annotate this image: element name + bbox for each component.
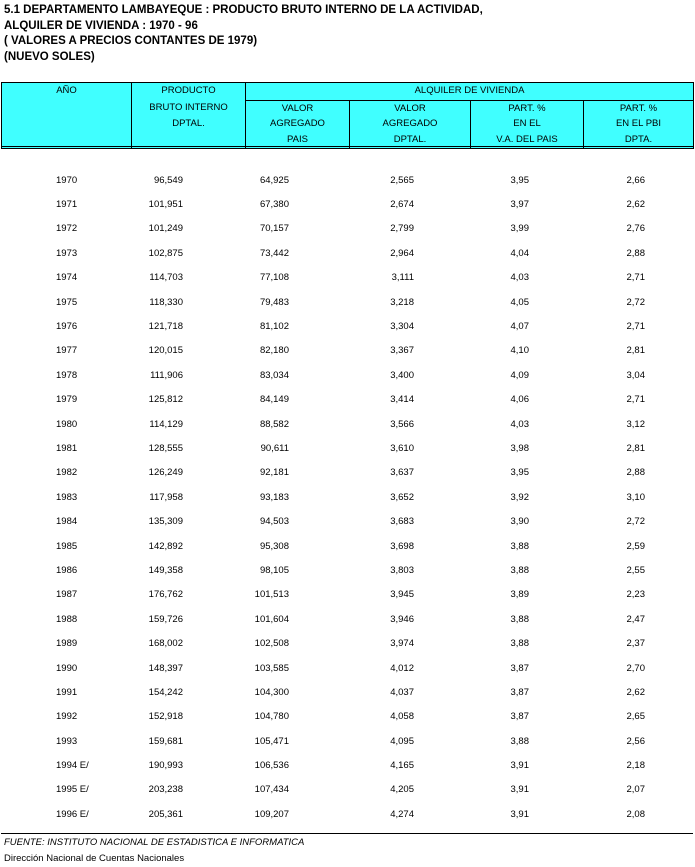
cell-part-va: 3,87 <box>510 686 529 698</box>
cell-part-va: 3,95 <box>510 174 529 186</box>
table-row <box>1 583 693 607</box>
cell-part-pbi: 2,71 <box>626 272 645 284</box>
cell-part-pbi: 2,18 <box>626 760 645 772</box>
cell-va-pais: 73,442 <box>259 247 289 259</box>
cell-part-pbi: 3,04 <box>626 369 645 381</box>
data-table <box>1 168 693 827</box>
cell-va-dptal: 3,698 <box>390 540 414 552</box>
cell-va-pais: 103,585 <box>254 662 289 674</box>
cell-va-pais: 102,508 <box>254 638 289 650</box>
cell-va-pais: 94,503 <box>259 516 289 528</box>
cell-va-pais: 70,157 <box>259 223 289 235</box>
cell-va-dptal: 3,946 <box>390 613 414 625</box>
cell-va-dptal: 3,945 <box>390 589 414 601</box>
table-row <box>1 192 693 216</box>
cell-year: 1981 <box>56 442 78 454</box>
title-line-1: 5.1 DEPARTAMENTO LAMBAYEQUE : PRODUCTO BRUTO INTERNO DE LA ACTIVIDAD, <box>4 4 483 16</box>
table-row <box>1 558 693 582</box>
cell-pbi-dptal: 114,129 <box>149 418 183 430</box>
cell-va-pais: 101,513 <box>254 589 289 601</box>
cell-year: 1979 <box>56 394 78 406</box>
title-line-3: ( VALORES A PRECIOS CONTANTES DE 1979) <box>4 35 258 47</box>
header-pbi-line-1: PRODUCTO <box>161 85 216 96</box>
source-note: FUENTE: INSTITUTO NACIONAL DE ESTADISTICA E INFORMATICA <box>4 837 305 848</box>
cell-va-dptal: 4,058 <box>390 711 414 723</box>
table-row <box>1 509 693 533</box>
cell-year: 1970 <box>56 174 78 186</box>
cell-va-pais: 93,183 <box>259 491 289 503</box>
cell-part-pbi: 2,81 <box>626 442 645 454</box>
cell-va-pais: 106,536 <box>254 760 289 772</box>
cell-pbi-dptal: 205,361 <box>148 808 183 820</box>
header-year-label: AÑO <box>56 85 77 96</box>
cell-va-pais: 81,102 <box>259 321 289 333</box>
source-note-2: Dirección Nacional de Cuentas Nacionales <box>4 853 185 864</box>
cell-va-dptal: 2,964 <box>390 247 414 259</box>
cell-pbi-dptal: 118,330 <box>149 296 183 308</box>
cell-year: 1993 <box>56 735 78 747</box>
header-part-pbi <box>584 100 694 148</box>
cell-va-dptal: 3,414 <box>390 394 414 406</box>
cell-pbi-dptal: 117,958 <box>149 491 183 503</box>
cell-va-pais: 77,108 <box>259 272 289 284</box>
cell-va-dptal: 3,111 <box>391 272 414 284</box>
header-va-pais-line-2: AGREGADO <box>270 118 325 130</box>
table-row <box>1 412 693 436</box>
cell-va-dptal: 3,218 <box>390 296 414 308</box>
cell-pbi-dptal: 102,875 <box>148 247 183 259</box>
table-row <box>1 729 693 753</box>
cell-pbi-dptal: 152,918 <box>148 711 183 723</box>
cell-year: 1985 <box>56 540 78 552</box>
cell-va-dptal: 4,274 <box>390 808 414 820</box>
cell-va-pais: 98,105 <box>259 564 289 576</box>
cell-year: 1983 <box>56 491 78 503</box>
cell-year: 1973 <box>56 247 78 259</box>
cell-va-dptal: 2,799 <box>390 223 414 235</box>
cell-pbi-dptal: 101,951 <box>148 199 183 211</box>
cell-pbi-dptal: 159,681 <box>148 735 183 747</box>
cell-part-va: 4,03 <box>510 272 529 284</box>
cell-part-va: 3,91 <box>510 808 529 820</box>
cell-va-dptal: 3,683 <box>390 516 414 528</box>
cell-part-va: 4,10 <box>510 345 529 357</box>
cell-pbi-dptal: 96,549 <box>153 174 183 186</box>
cell-part-pbi: 2,07 <box>626 784 645 796</box>
data-table-body <box>1 168 693 827</box>
document-title <box>4 3 483 65</box>
cell-va-dptal: 3,652 <box>390 491 414 503</box>
cell-part-pbi: 2,71 <box>626 321 645 333</box>
table-row <box>1 266 693 290</box>
header-pbi-line-3: DPTAL. <box>172 118 205 129</box>
table-row <box>1 778 693 802</box>
cell-va-pais: 64,925 <box>259 174 289 186</box>
cell-year: 1978 <box>56 369 78 381</box>
cell-year: 1988 <box>56 613 78 625</box>
cell-year: 1980 <box>56 418 78 430</box>
table-row <box>1 631 693 655</box>
cell-va-pais: 105,471 <box>254 735 289 747</box>
cell-year: 1984 <box>56 516 78 528</box>
cell-pbi-dptal: 111,906 <box>150 369 183 381</box>
cell-part-va: 4,03 <box>510 418 529 430</box>
header-va-dptal-line-3: DPTAL. <box>393 134 427 146</box>
cell-part-pbi: 2,37 <box>626 638 645 650</box>
cell-part-va: 3,90 <box>510 516 529 528</box>
cell-va-pais: 107,434 <box>254 784 289 796</box>
cell-va-dptal: 3,367 <box>390 345 414 357</box>
cell-part-va: 3,88 <box>510 564 529 576</box>
cell-part-va: 4,05 <box>510 296 529 308</box>
header-part-va-line-2: EN EL <box>513 118 541 130</box>
cell-va-pais: 92,181 <box>259 467 289 479</box>
table-row <box>1 388 693 412</box>
table-row <box>1 339 693 363</box>
cell-va-dptal: 4,205 <box>390 784 414 796</box>
cell-year: 1977 <box>56 345 78 357</box>
cell-va-pais: 84,149 <box>259 394 289 406</box>
cell-va-pais: 101,604 <box>254 613 289 625</box>
header-bottom-rule <box>1 146 693 147</box>
table-row <box>1 436 693 460</box>
cell-part-pbi: 2,88 <box>626 247 645 259</box>
cell-part-pbi: 2,55 <box>626 564 645 576</box>
cell-pbi-dptal: 121,718 <box>148 321 183 333</box>
cell-part-va: 3,91 <box>510 760 529 772</box>
cell-part-pbi: 2,23 <box>626 589 645 601</box>
cell-part-va: 3,87 <box>510 662 529 674</box>
cell-year: 1991 <box>56 686 78 698</box>
header-year <box>2 83 132 149</box>
cell-va-pais: 90,611 <box>260 442 289 454</box>
cell-pbi-dptal: 101,249 <box>148 223 183 235</box>
cell-va-pais: 67,380 <box>259 199 289 211</box>
header-pbi-line-2: BRUTO INTERNO <box>149 101 228 113</box>
cell-pbi-dptal: 190,993 <box>148 760 183 772</box>
cell-year: 1989 <box>56 638 78 650</box>
table-row <box>1 314 693 338</box>
cell-pbi-dptal: 125,812 <box>148 394 183 406</box>
cell-pbi-dptal: 128,555 <box>148 442 183 454</box>
cell-part-pbi: 2,70 <box>626 662 645 674</box>
cell-year: 1982 <box>56 467 78 479</box>
cell-va-dptal: 3,400 <box>390 369 414 381</box>
cell-va-dptal: 3,610 <box>390 442 414 454</box>
cell-va-dptal: 3,637 <box>390 467 414 479</box>
footer-rule <box>1 833 693 834</box>
title-line-2: ALQUILER DE VIVIENDA : 1970 - 96 <box>4 19 198 32</box>
header-group-label: ALQUILER DE VIVIENDA <box>414 85 525 96</box>
cell-part-va: 3,95 <box>510 467 529 479</box>
cell-va-dptal: 3,304 <box>390 321 414 333</box>
table-row <box>1 217 693 241</box>
header-va-pais-line-3: PAIS <box>287 134 308 146</box>
table-row <box>1 168 693 192</box>
cell-year: 1971 <box>56 199 78 211</box>
cell-pbi-dptal: 154,242 <box>148 686 183 698</box>
cell-part-va: 4,07 <box>510 321 529 333</box>
cell-va-dptal: 3,803 <box>390 564 414 576</box>
table-row <box>1 241 693 265</box>
cell-part-va: 3,88 <box>510 540 529 552</box>
table-row <box>1 705 693 729</box>
cell-va-pais: 88,582 <box>259 418 289 430</box>
header-va-dptal <box>350 100 471 148</box>
cell-year: 1986 <box>56 564 78 576</box>
cell-part-pbi: 2,81 <box>626 345 645 357</box>
table-header <box>1 82 694 149</box>
cell-va-dptal: 4,037 <box>390 686 414 698</box>
header-va-pais <box>246 100 350 148</box>
cell-part-va: 3,98 <box>510 442 529 454</box>
table-row <box>1 680 693 704</box>
cell-pbi-dptal: 149,358 <box>148 564 183 576</box>
header-part-va-line-3: V.A. DEL PAIS <box>496 134 558 146</box>
cell-part-pbi: 2,59 <box>626 540 645 552</box>
table-row <box>1 534 693 558</box>
cell-part-va: 3,88 <box>510 638 529 650</box>
cell-pbi-dptal: 203,238 <box>148 784 183 796</box>
cell-part-va: 3,92 <box>510 491 529 503</box>
table-row <box>1 485 693 509</box>
cell-part-pbi: 2,72 <box>626 296 645 308</box>
cell-pbi-dptal: 120,015 <box>148 345 183 357</box>
cell-va-pais: 83,034 <box>259 369 289 381</box>
cell-part-pbi: 2,56 <box>626 735 645 747</box>
cell-part-pbi: 2,76 <box>626 223 645 235</box>
cell-year: 1974 <box>56 272 78 284</box>
cell-pbi-dptal: 142,892 <box>148 540 183 552</box>
cell-part-pbi: 2,88 <box>626 467 645 479</box>
cell-va-dptal: 4,165 <box>390 760 414 772</box>
header-part-pbi-line-2: EN EL PBI <box>615 118 662 130</box>
cell-part-va: 3,87 <box>510 711 529 723</box>
cell-part-pbi: 2,65 <box>626 711 645 723</box>
cell-part-pbi: 2,66 <box>626 174 645 186</box>
cell-part-pbi: 2,08 <box>626 808 645 820</box>
header-part-va-line-1: PART. % <box>508 102 546 114</box>
cell-year: 1975 <box>56 296 78 308</box>
cell-part-pbi: 3,12 <box>626 418 645 430</box>
cell-part-pbi: 3,10 <box>626 491 645 503</box>
cell-va-dptal: 2,674 <box>390 199 414 211</box>
cell-part-pbi: 2,72 <box>626 516 645 528</box>
cell-pbi-dptal: 168,002 <box>148 638 183 650</box>
title-line-4: (NUEVO SOLES) <box>4 50 95 63</box>
cell-va-dptal: 2,565 <box>390 174 414 186</box>
table-row <box>1 290 693 314</box>
header-va-dptal-line-2: AGREGADO <box>382 118 438 130</box>
cell-pbi-dptal: 148,397 <box>148 662 183 674</box>
table-row <box>1 656 693 680</box>
cell-va-pais: 109,207 <box>254 808 289 820</box>
cell-year: 1992 <box>56 711 78 723</box>
cell-part-pbi: 2,47 <box>626 613 645 625</box>
table-row <box>1 607 693 631</box>
cell-part-va: 3,88 <box>510 735 529 747</box>
cell-year: 1987 <box>56 589 78 601</box>
cell-part-va: 3,88 <box>510 613 529 625</box>
header-va-pais-line-1: VALOR <box>281 102 314 114</box>
header-pbi <box>132 83 246 149</box>
cell-year: 1994 E/ <box>56 760 89 772</box>
header-va-dptal-line-1: VALOR <box>394 102 426 114</box>
cell-part-va: 3,89 <box>510 589 529 601</box>
cell-va-pais: 104,780 <box>254 711 289 723</box>
cell-year: 1995 E/ <box>56 784 89 796</box>
cell-va-dptal: 4,012 <box>390 662 414 674</box>
cell-pbi-dptal: 135,309 <box>148 516 183 528</box>
table-row <box>1 753 693 777</box>
cell-part-va: 3,99 <box>510 223 529 235</box>
table-row <box>1 363 693 387</box>
header-part-pbi-line-3: DPTA. <box>624 134 653 146</box>
cell-part-pbi: 2,71 <box>626 394 645 406</box>
cell-part-va: 4,04 <box>510 247 529 259</box>
cell-part-pbi: 2,62 <box>626 199 645 211</box>
cell-part-va: 4,06 <box>510 394 529 406</box>
table-row <box>1 461 693 485</box>
cell-pbi-dptal: 114,703 <box>149 272 183 284</box>
table-row <box>1 802 693 826</box>
cell-va-dptal: 4,095 <box>390 735 414 747</box>
cell-part-va: 3,97 <box>510 199 529 211</box>
cell-year: 1990 <box>56 662 78 674</box>
cell-part-pbi: 2,62 <box>626 686 645 698</box>
cell-pbi-dptal: 159,726 <box>148 613 183 625</box>
cell-va-dptal: 3,566 <box>390 418 414 430</box>
cell-va-pais: 82,180 <box>259 345 289 357</box>
cell-va-pais: 95,308 <box>259 540 289 552</box>
cell-pbi-dptal: 176,762 <box>148 589 183 601</box>
cell-va-pais: 104,300 <box>254 686 289 698</box>
cell-part-va: 3,91 <box>510 784 529 796</box>
cell-pbi-dptal: 126,249 <box>148 467 183 479</box>
cell-year: 1976 <box>56 321 78 333</box>
header-part-pbi-line-1: PART. % <box>619 102 658 114</box>
cell-year: 1972 <box>56 223 78 235</box>
header-part-va <box>471 100 584 148</box>
cell-part-va: 4,09 <box>510 369 529 381</box>
cell-year: 1996 E/ <box>56 808 89 820</box>
cell-va-pais: 79,483 <box>259 296 289 308</box>
header-group <box>246 83 694 101</box>
cell-va-dptal: 3,974 <box>390 638 414 650</box>
